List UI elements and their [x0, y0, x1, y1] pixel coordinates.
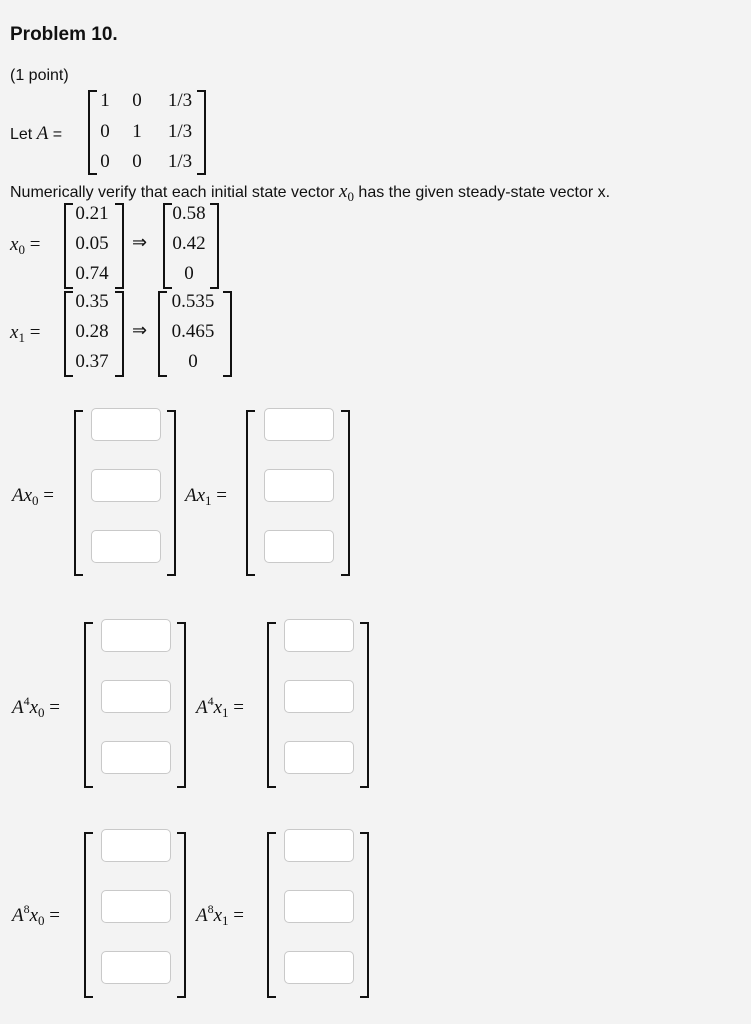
right-bracket	[341, 410, 350, 576]
left-bracket	[246, 410, 255, 576]
label-a4-x0: $A^4x_0$ =	[12, 694, 61, 720]
matrix-cell: 1	[100, 90, 110, 111]
left-bracket	[74, 410, 83, 576]
answer-input-a-x0-3[interactable]	[91, 530, 161, 563]
vector-cell: 0.58	[172, 203, 206, 224]
right-bracket	[167, 410, 176, 576]
matrix-cell: 1/3	[167, 121, 193, 142]
vector-cell: 0.37	[75, 351, 109, 372]
label-a8-x1: $A^8x_1$ =	[196, 902, 245, 928]
vector-cell: 0	[184, 263, 194, 284]
vector-cell: 0.74	[75, 263, 109, 284]
matrix-cell: 0	[132, 151, 142, 172]
vector-cell: 0	[188, 351, 198, 372]
label-a-x0: $Ax_0$ =	[12, 485, 55, 508]
instruction-suffix: has the given steady-state vector x.	[358, 184, 611, 201]
vector-cell: 0.05	[75, 233, 109, 254]
answer-input-a8-x0-3[interactable]	[101, 951, 171, 984]
answer-input-a8-x1-1[interactable]	[284, 829, 354, 862]
right-bracket	[360, 832, 369, 998]
vector-cell: 0.35	[75, 291, 109, 312]
right-bracket	[177, 832, 186, 998]
label-a4-x1: $A^4x_1$ =	[196, 694, 245, 720]
left-bracket	[84, 622, 93, 788]
matrix-cell: 1	[132, 121, 142, 142]
x0-label: $x_0$ =	[10, 234, 41, 257]
answer-input-a8-x1-3[interactable]	[284, 951, 354, 984]
answer-input-a4-x0-1[interactable]	[101, 619, 171, 652]
implies-arrow: ⇒	[132, 320, 148, 340]
matrix-cell: 1/3	[167, 151, 193, 172]
answer-input-a4-x1-3[interactable]	[284, 741, 354, 774]
x1-steady-vector	[158, 291, 232, 377]
matrix-cell: 0	[100, 121, 110, 142]
answer-input-a8-x0-1[interactable]	[101, 829, 171, 862]
x0-initial-vector	[64, 203, 124, 289]
answer-input-a4-x0-3[interactable]	[101, 741, 171, 774]
left-bracket	[267, 832, 276, 998]
label-a8-x0: $A^8x_0$ =	[12, 902, 61, 928]
matrix-cell: 0	[100, 151, 110, 172]
right-bracket	[177, 622, 186, 788]
answer-input-a8-x0-2[interactable]	[101, 890, 171, 923]
instruction-prefix: Numerically verify that each initial state vector	[10, 184, 335, 201]
matrix-a	[88, 90, 206, 175]
implies-arrow: ⇒	[132, 232, 148, 252]
left-bracket	[267, 622, 276, 788]
matrix-cell: 1/3	[167, 90, 193, 111]
vector-cell: 0.28	[75, 321, 109, 342]
answer-input-a-x0-2[interactable]	[91, 469, 161, 502]
vector-cell: 0.42	[172, 233, 206, 254]
matrix-name: A	[36, 123, 49, 144]
let-statement	[10, 123, 62, 145]
answer-input-a-x1-1[interactable]	[264, 408, 334, 441]
instruction-var: $x_0$	[339, 181, 354, 204]
instruction-text	[10, 181, 610, 203]
answer-input-a-x1-3[interactable]	[264, 530, 334, 563]
matrix-cell: 0	[132, 90, 142, 111]
answer-input-a-x0-1[interactable]	[91, 408, 161, 441]
answer-input-a4-x1-1[interactable]	[284, 619, 354, 652]
points-label: (1 point)	[10, 67, 69, 84]
vector-cell: 0.535	[171, 291, 215, 312]
equals-sign: =	[52, 126, 63, 143]
left-bracket	[84, 832, 93, 998]
x1-label: $x_1$ =	[10, 322, 41, 345]
vector-cell: 0.465	[171, 321, 215, 342]
answer-input-a4-x0-2[interactable]	[101, 680, 171, 713]
answer-input-a-x1-2[interactable]	[264, 469, 334, 502]
answer-input-a8-x1-2[interactable]	[284, 890, 354, 923]
let-label: Let	[10, 126, 33, 143]
x0-steady-vector	[163, 203, 219, 289]
x1-initial-vector	[64, 291, 124, 377]
problem-title: Problem 10.	[10, 24, 118, 45]
right-bracket	[360, 622, 369, 788]
label-a-x1: $Ax_1$ =	[185, 485, 228, 508]
answer-input-a4-x1-2[interactable]	[284, 680, 354, 713]
vector-cell: 0.21	[75, 203, 109, 224]
